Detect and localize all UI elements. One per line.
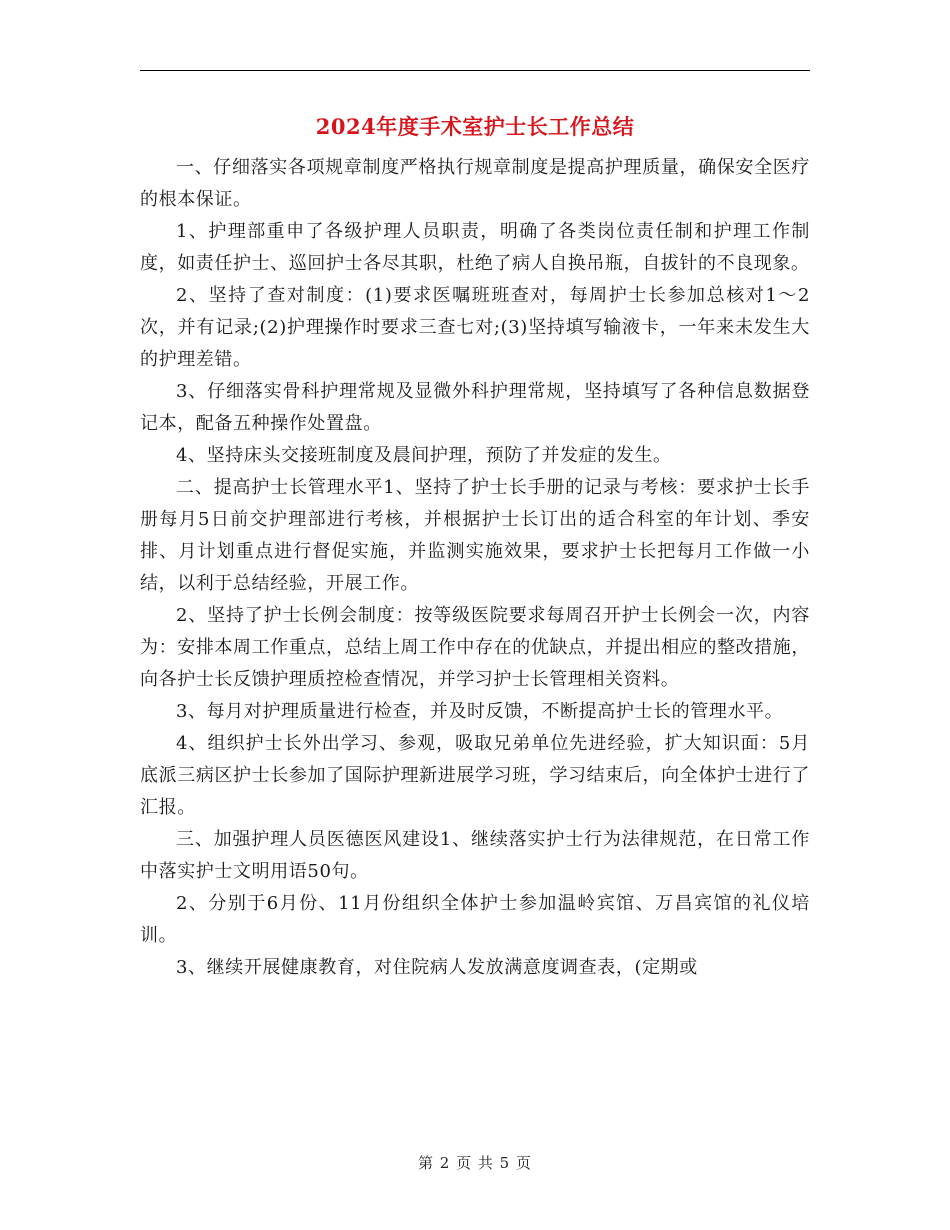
page-number-footer: 第 2 页 共 5 页: [418, 1154, 532, 1172]
body-paragraph: 3、继续开展健康教育，对住院病人发放满意度调查表，(定期或: [176, 957, 698, 978]
section-2-heading-paragraph: 二、提高护士长管理水平1、坚持了护士长手册的记录与考核：要求护士长手册每月5日前交护理部进行考核，并根据护士长订出的适合科室的年计划、季安排、月计划重点进行督促实施，并监测实施效果，要求护士长把每月工作做一小结，以利于总结经验，开展工作。: [140, 477, 810, 594]
document-title: 2024年度手术室护士长工作总结: [315, 114, 635, 139]
body-paragraph: 2、分别于6月份、11月份组织全体护士参加温岭宾馆、万昌宾馆的礼仪培训。: [140, 893, 810, 946]
section-1-heading-paragraph: 一、仔细落实各项规章制度严格执行规章制度是提高护理质量，确保安全医疗的根本保证。: [140, 157, 810, 210]
document-body: [140, 152, 810, 984]
body-paragraph: 4、组织护士长外出学习、参观，吸取兄弟单位先进经验，扩大知识面：5月底派三病区护士长参加了国际护理新进展学习班，学习结束后，向全体护士进行了汇报。: [140, 733, 810, 818]
body-paragraph: 4、坚持床头交接班制度及晨间护理，预防了并发症的发生。: [176, 445, 672, 466]
body-paragraph: 3、仔细落实骨科护理常规及显微外科护理常规，坚持填写了各种信息数据登记本，配备五种操作处置盘。: [140, 381, 810, 434]
body-paragraph: 2、坚持了查对制度：(1)要求医嘱班班查对，每周护士长参加总核对1～2次，并有记录;(2)护理操作时要求三查七对;(3)坚持填写输液卡，一年来未发生大的护理差错。: [140, 285, 810, 370]
header-rule: [140, 70, 810, 71]
section-3-heading-paragraph: 三、加强护理人员医德医风建设1、继续落实护士行为法律规范，在日常工作中落实护士文明用语50句。: [140, 829, 810, 882]
body-paragraph: 2、坚持了护士长例会制度：按等级医院要求每周召开护士长例会一次，内容为：安排本周工作重点，总结上周工作中存在的优缺点，并提出相应的整改措施，向各护士长反馈护理质控检查情况，并学习护士长管理相关资料。: [140, 605, 810, 690]
body-paragraph: 3、每月对护理质量进行检查，并及时反馈，不断提高护士长的管理水平。: [176, 701, 784, 722]
body-paragraph: 1、护理部重申了各级护理人员职责，明确了各类岗位责任制和护理工作制度，如责任护士、巡回护士各尽其职，杜绝了病人自换吊瓶，自拔针的不良现象。: [140, 221, 810, 274]
